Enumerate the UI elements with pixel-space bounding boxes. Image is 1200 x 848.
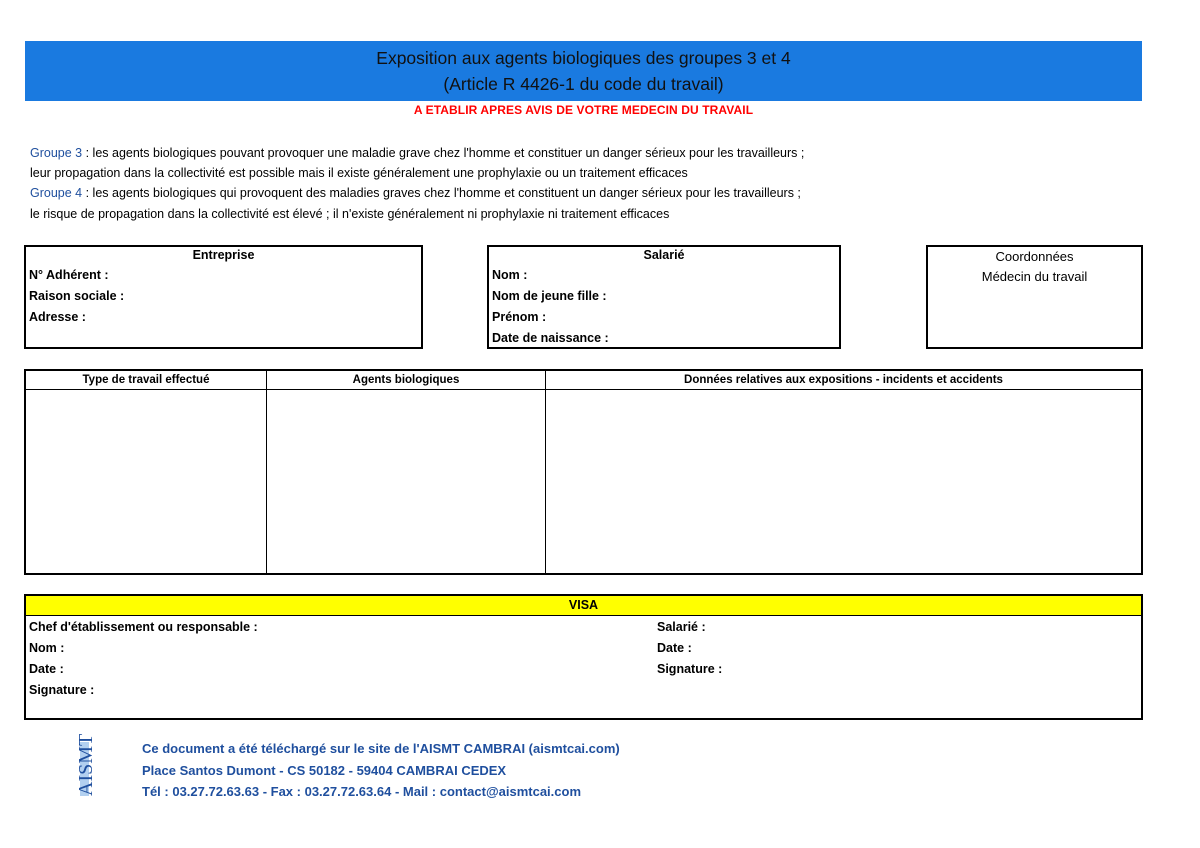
footer-contact: Tél : 03.27.72.63.63 - Fax : 03.27.72.63.64 - Mail : contact@aismtcai.com [142, 784, 582, 799]
maiden-name-field[interactable]: Nom de jeune fille : [492, 289, 607, 303]
group3-definition [30, 143, 804, 163]
group3-text: : les agents biologiques pouvant provoquer une maladie grave chez l'homme et constituer un danger sérieux pour les travailleurs ; [82, 146, 805, 160]
column-header-biological-agents: Agents biologiques [352, 374, 460, 386]
aismt-logo-mark [75, 733, 128, 800]
visa-box [24, 594, 1143, 720]
manager-label: Chef d'établissement ou responsable : [29, 620, 258, 634]
footer-download-note: Ce document a été téléchargé sur le site de l'AISMT CAMBRAI (aismtcai.com) [142, 741, 620, 756]
salarie-title: Salarié [643, 248, 685, 262]
adherent-number-field[interactable]: N° Adhérent : [29, 268, 109, 282]
group4-definition-cont: le risque de propagation dans la collectivité est élevé ; il n'existe généralement ni prophylaxie ni traitement efficaces [30, 207, 670, 221]
manager-name-field[interactable]: Nom : [29, 641, 65, 655]
employee-label: Salarié : [657, 620, 706, 634]
medecin-box [926, 245, 1143, 349]
biological-agents-cell[interactable] [267, 391, 545, 573]
visa-manager-column [26, 617, 626, 701]
group4-definition [30, 183, 801, 203]
group4-text: : les agents biologiques qui provoquent des maladies graves chez l'homme et constituent un danger sérieux pour les travailleurs ; [82, 186, 801, 200]
company-name-field[interactable]: Raison sociale : [29, 289, 125, 303]
column-header-exposure-data: Données relatives aux expositions - incidents et accidents [684, 374, 1003, 386]
aismt-logo [75, 733, 128, 800]
footer-address: Place Santos Dumont - CS 50182 - 59404 CAMBRAI CEDEX [142, 763, 507, 778]
employee-signature-field[interactable]: Signature : [657, 662, 723, 676]
document-title: Exposition aux agents biologiques des groupes 3 et 4 [376, 48, 791, 68]
medecin-subtitle: Médecin du travail [981, 269, 1088, 284]
group4-label: Groupe 4 [30, 186, 83, 200]
manager-date-field[interactable]: Date : [29, 662, 64, 676]
aismt-logo-text: AISMT [75, 733, 97, 796]
medecin-title: Coordonnées [995, 249, 1074, 264]
title-banner [25, 41, 1142, 101]
address-field[interactable]: Adresse : [29, 310, 86, 324]
column-header-work-type: Type de travail effectué [82, 374, 210, 386]
salarie-box [487, 245, 841, 349]
entreprise-title: Entreprise [192, 248, 255, 262]
visa-title: VISA [26, 596, 1141, 616]
group3-definition-cont: leur propagation dans la collectivité est possible mais il existe généralement une prophylaxie ou un traitement efficaces [30, 166, 688, 180]
manager-signature-field[interactable]: Signature : [29, 683, 95, 697]
birth-date-field[interactable]: Date de naissance : [492, 331, 609, 345]
employee-date-field[interactable]: Date : [657, 641, 692, 655]
visa-employee-column [654, 617, 1054, 680]
work-type-cell[interactable] [26, 391, 266, 573]
document-subtitle-article: (Article R 4426-1 du code du travail) [443, 74, 724, 94]
exposure-data-cell[interactable] [546, 391, 1141, 573]
exposure-table [24, 369, 1143, 575]
employee-name-field[interactable]: Nom : [492, 268, 528, 282]
first-name-field[interactable]: Prénom : [492, 310, 547, 324]
entreprise-box [24, 245, 423, 349]
instruction-notice: A ETABLIR APRES AVIS DE VOTRE MEDECIN DU TRAVAIL [413, 103, 754, 117]
group3-label: Groupe 3 [30, 146, 83, 160]
